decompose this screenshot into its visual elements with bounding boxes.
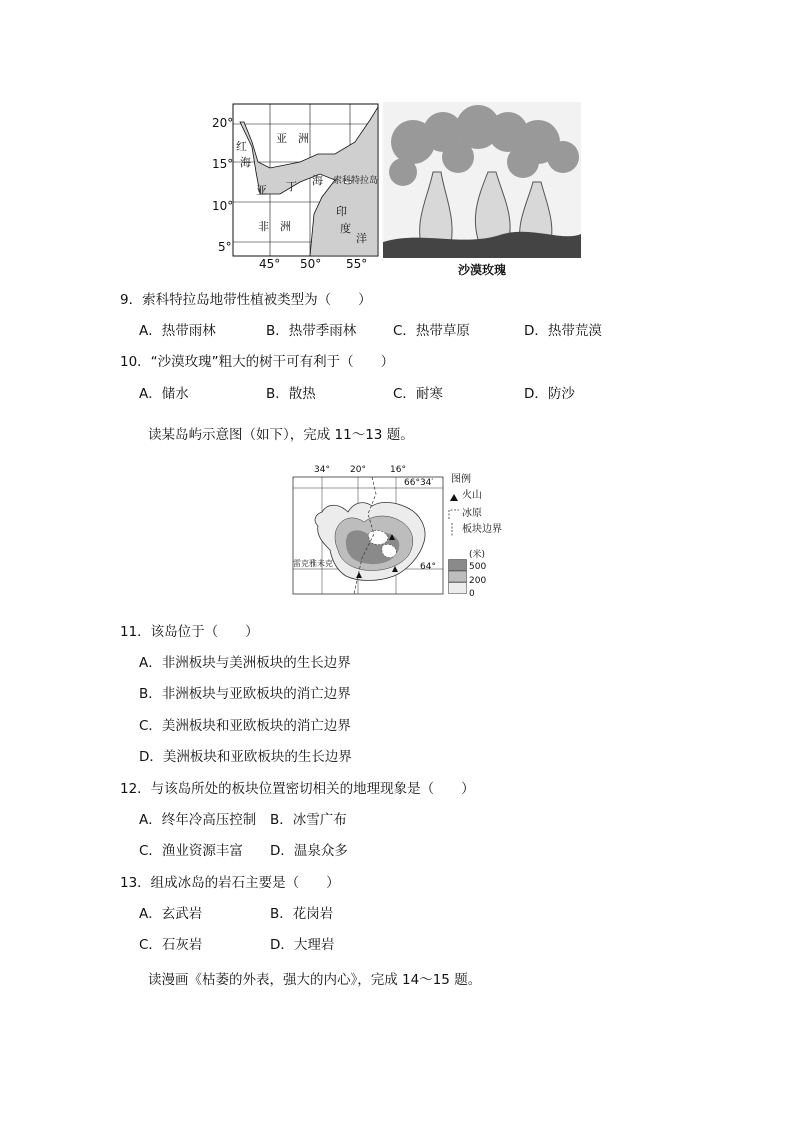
q11-stem: 11．该岛位于（ ） [120,624,259,640]
legend-volcano: 火山 [462,490,482,501]
aden-label-1: 亚 [256,184,267,197]
q11-option-a[interactable]: A．非洲板块与美洲板块的生长边界 [139,655,351,671]
africa-label: 非 洲 [258,220,291,233]
iceland-lon-34: 34° [314,465,330,475]
q9-option-a[interactable]: A．热带雨林 [139,323,216,339]
q13-option-b[interactable]: B．花岗岩 [270,906,334,922]
legend-unit: (米) [469,550,486,560]
lon-label-50: 50° [300,257,322,271]
photo-caption: 沙漠玫瑰 [458,263,507,277]
q12-stem: 12．与该岛所处的板块位置密切相关的地理现象是（ ） [120,781,475,797]
q12-option-b[interactable]: B．冰雪广布 [270,812,347,828]
q9-stem: 9．索科特拉岛地带性植被类型为（ ） [120,292,372,308]
q9-option-d[interactable]: D．热带荒漠 [524,323,602,339]
plate-legend-icon [448,522,460,538]
elevation-legend-swatches [448,559,468,595]
island-label: 索科特拉岛 [333,176,379,186]
q13-option-a[interactable]: A．玄武岩 [139,906,203,922]
lat-label-15: 15° [212,157,234,171]
lat-label-10: 10° [212,199,234,213]
lon-label-45: 45° [259,257,281,271]
intro-14-15: 读漫画《枯萎的外表，强大的内心》，完成 14～15 题。 [148,972,482,988]
q10-option-d[interactable]: D．防沙 [524,386,575,402]
iceland-lat-64: 64° [420,562,436,572]
lat-label-20: 20° [212,116,234,130]
iceland-map [292,474,444,596]
indian-label-2: 度 [340,222,351,235]
red-sea-label-2: 海 [240,156,251,169]
q11-option-c[interactable]: C．美洲板块和亚欧板块的消亡边界 [139,718,351,734]
indian-label-1: 印 [336,205,347,218]
iceland-lat-66: 66°34′ [404,478,434,488]
q12-option-d[interactable]: D．温泉众多 [270,843,348,859]
desert-rose-photo [383,102,581,258]
city-label: 雷克雅未克 [293,559,333,568]
q9-option-c[interactable]: C．热带草原 [393,323,470,339]
q12-option-c[interactable]: C．渔业资源丰富 [139,843,243,859]
legend-glacier: 冰原 [462,508,482,519]
asia-label: 亚 洲 [276,132,309,145]
legend-0: 0 [469,589,475,599]
legend-title: 图例 [451,474,471,485]
red-sea-label-1: 红 [236,140,247,153]
legend-500: 500 [469,562,487,572]
q10-option-c[interactable]: C．耐寒 [393,386,443,402]
q10-option-b[interactable]: B．散热 [266,386,316,402]
q13-option-d[interactable]: D．大理岩 [270,937,335,953]
q13-stem: 13．组成冰岛的岩石主要是（ ） [120,875,340,891]
lon-label-55: 55° [346,257,368,271]
glacier-legend-icon [448,508,460,520]
q10-option-a[interactable]: A．储水 [139,386,189,402]
q10-stem: 10．“沙漠玫瑰”粗大的树干可有利于（ ） [120,354,395,370]
intro-11-13: 读某岛屿示意图（如下），完成 11～13 题。 [148,427,414,443]
q11-option-b[interactable]: B．非洲板块与亚欧板块的消亡边界 [139,686,351,702]
q11-option-d[interactable]: D．美洲板块和亚欧板块的生长边界 [139,749,352,765]
iceland-lon-16: 16° [390,465,406,475]
lat-label-5: 5° [218,240,232,254]
q13-option-c[interactable]: C．石灰岩 [139,937,203,953]
aden-label-2: 丁 [286,180,297,193]
q12-option-a[interactable]: A．终年冷高压控制 [139,812,257,828]
iceland-lon-20: 20° [350,465,366,475]
aden-label-3: 海 [312,174,323,187]
q9-option-b[interactable]: B．热带季雨林 [266,323,357,339]
legend-plate: 板块边界 [462,524,502,535]
legend-200: 200 [469,576,487,586]
indian-label-3: 洋 [356,232,367,245]
volcano-legend-icon [448,492,460,502]
